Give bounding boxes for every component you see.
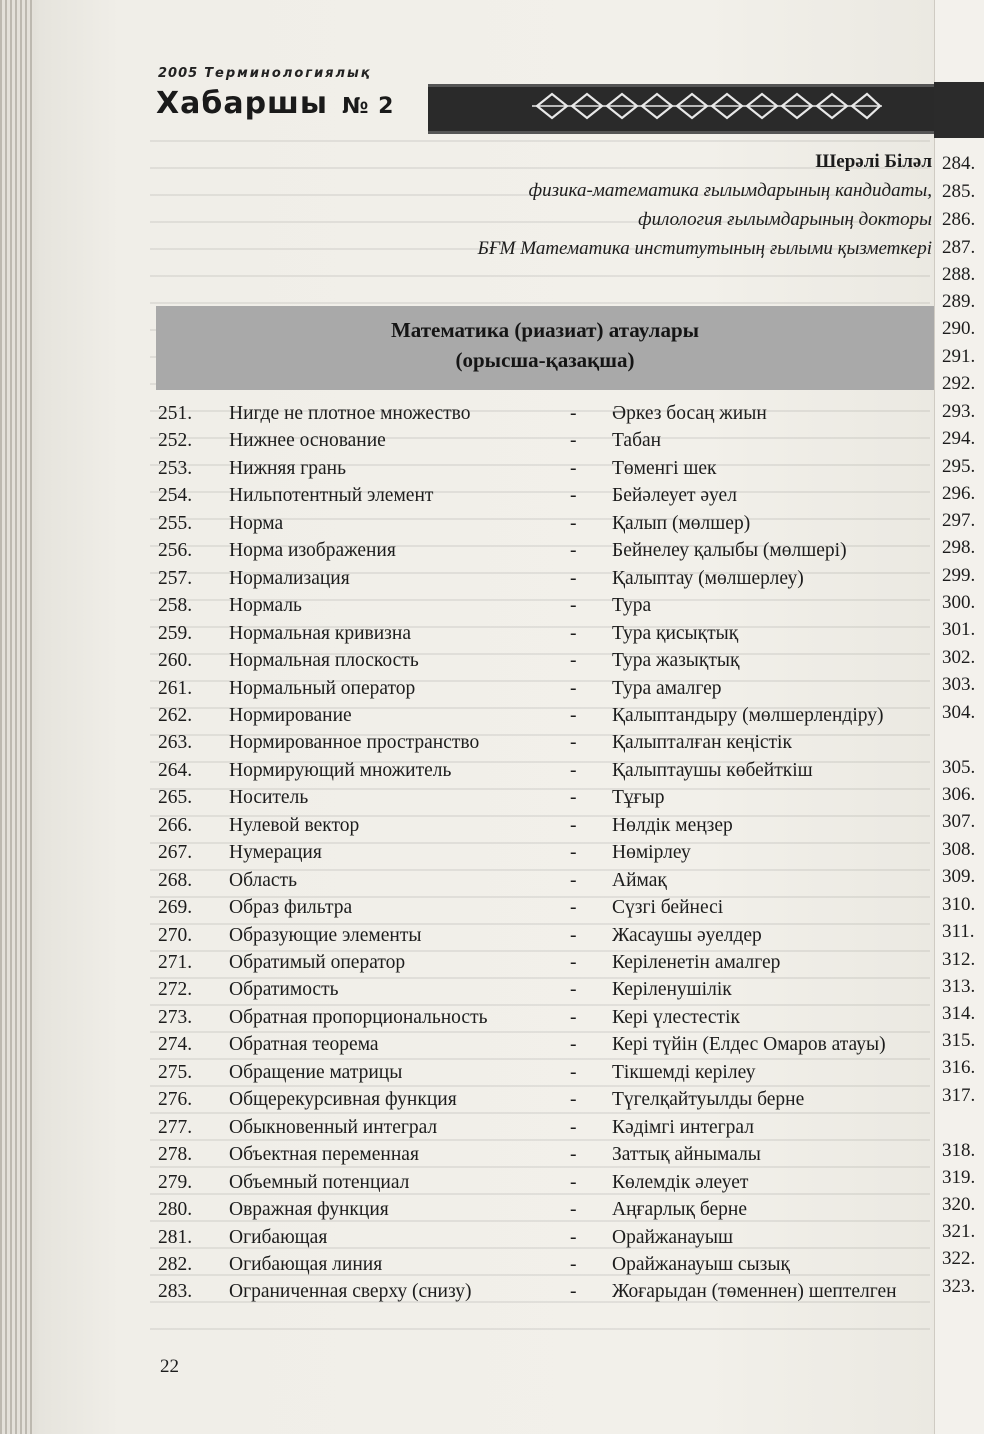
entry-dash: - (570, 814, 577, 836)
entry-number: 253. (158, 457, 193, 479)
entry-dash: - (570, 430, 577, 452)
entry-number: 279. (158, 1171, 193, 1193)
entry-dash: - (570, 732, 577, 754)
entry-number: 266. (158, 814, 193, 836)
next-page-header-band (934, 82, 984, 138)
entry-kazakh-term: Түгелқайтуылды берне (612, 1089, 805, 1111)
entry-kazakh-term: Тура амалгер (612, 677, 722, 699)
entry-kazakh-term: Қалыптау (мөлшерлеу) (612, 567, 804, 589)
entry-number: 263. (158, 732, 193, 754)
next-page-entry-number: 316. (942, 1057, 976, 1078)
entry-russian-term: Нормальный оператор (229, 677, 416, 699)
entry-kazakh-term: Тікшемді керілеу (612, 1061, 756, 1083)
section-subtitle: (орысша-қазақша) (455, 348, 635, 372)
header-year: 2005 (158, 66, 199, 81)
entry-dash: - (570, 512, 577, 534)
entry-number: 278. (158, 1144, 193, 1166)
entry-kazakh-term: Нөлдік меңзер (612, 814, 733, 836)
next-page-entry-number: 308. (942, 839, 976, 860)
entry-number: 261. (158, 677, 193, 699)
next-page-entry-number: 294. (942, 428, 976, 449)
author-degree-1: физика-математика ғылымдарының кандидаты, (528, 180, 932, 201)
glossary-entry (0, 1117, 984, 1144)
page-number: 22 (160, 1356, 179, 1377)
entry-russian-term: Нормирование (229, 704, 352, 726)
entry-number: 277. (158, 1116, 193, 1138)
entry-russian-term: Нумерация (229, 842, 322, 864)
entry-kazakh-term: Қалып (мөлшер) (612, 512, 751, 534)
glossary-entry (0, 623, 984, 650)
entry-russian-term: Общерекурсивная функция (229, 1089, 457, 1111)
entry-number: 273. (158, 1006, 193, 1028)
entry-dash: - (570, 540, 577, 562)
entry-dash: - (570, 622, 577, 644)
next-page-entry-number: 296. (942, 483, 976, 504)
glossary-entry (0, 1281, 984, 1308)
entry-dash: - (570, 1171, 577, 1193)
entry-dash: - (570, 485, 577, 507)
author-affiliation: БҒМ Математика институтының ғылыми қызметкері (477, 238, 932, 259)
entry-dash: - (570, 1253, 577, 1275)
entry-dash: - (570, 1061, 577, 1083)
glossary-entry (0, 842, 984, 869)
entry-russian-term: Огибающая (229, 1226, 328, 1248)
entry-number: 280. (158, 1199, 193, 1221)
entry-kazakh-term: Тұғыр (612, 787, 665, 809)
entry-dash: - (570, 1226, 577, 1248)
entry-number: 267. (158, 842, 193, 864)
glossary-entry (0, 870, 984, 897)
ornament-pattern-icon (532, 86, 882, 126)
entry-kazakh-term: Жоғарыдан (төменнен) шептелген (612, 1281, 897, 1303)
entry-kazakh-term: Бейәлеует әуел (612, 485, 737, 507)
entry-dash: - (570, 704, 577, 726)
entry-russian-term: Нулевой вектор (229, 814, 360, 836)
next-page-entry-number: 300. (942, 592, 976, 613)
entry-dash: - (570, 952, 577, 973)
glossary-entry (0, 1172, 984, 1199)
glossary-entry (0, 1227, 984, 1254)
entry-kazakh-term: Орайжанауыш (612, 1226, 734, 1248)
entry-russian-term: Нижняя грань (229, 457, 346, 479)
entry-kazakh-term: Керіленушілік (612, 979, 732, 1001)
glossary-entry (0, 1199, 984, 1226)
entry-number: 281. (158, 1226, 193, 1248)
entry-dash: - (570, 1089, 577, 1111)
next-page-entry-number: 307. (942, 811, 976, 832)
glossary-entry (0, 925, 984, 952)
next-page-entry-number: 297. (942, 510, 976, 531)
next-page-entry-number: 315. (942, 1030, 976, 1051)
entry-dash: - (570, 869, 577, 891)
entry-russian-term: Обыкновенный интеграл (229, 1116, 438, 1138)
entry-kazakh-term: Қалыптандыру (мөлшерлендіру) (612, 704, 884, 726)
entry-number: 283. (158, 1281, 193, 1303)
next-page-entry-number: 306. (942, 784, 976, 805)
glossary-entry (0, 1089, 984, 1116)
entry-kazakh-term: Аймақ (612, 869, 667, 891)
next-page-entry-number: 318. (942, 1140, 976, 1161)
entry-dash: - (570, 1144, 577, 1166)
entry-russian-term: Обратимый оператор (229, 952, 406, 973)
entry-dash: - (570, 1281, 577, 1303)
glossary-entry (0, 485, 984, 512)
entry-number: 282. (158, 1253, 193, 1275)
glossary-entry (0, 568, 984, 595)
entry-number: 264. (158, 759, 193, 781)
entry-russian-term: Нормированное пространство (229, 732, 480, 754)
entry-russian-term: Нормализация (229, 567, 350, 589)
next-page-entry-number: 290. (942, 318, 976, 339)
glossary-entry (0, 650, 984, 677)
header-issue: № 2 (342, 94, 395, 119)
entry-kazakh-term: Көлемдік әлеует (612, 1171, 749, 1193)
entry-dash: - (570, 403, 577, 424)
next-page-entry-number: 305. (942, 757, 976, 778)
entry-russian-term: Образ фильтра (229, 897, 353, 919)
entry-number: 265. (158, 787, 193, 809)
next-page-entry-number: 302. (942, 647, 976, 668)
entry-kazakh-term: Заттық айнымалы (612, 1144, 761, 1166)
entry-kazakh-term: Тура (612, 595, 652, 617)
entry-dash: - (570, 1006, 577, 1028)
entry-kazakh-term: Керіленетін амалгер (612, 952, 781, 973)
entry-number: 254. (158, 485, 193, 507)
entry-russian-term: Обратимость (229, 979, 339, 1001)
entry-russian-term: Нигде не плотное множество (229, 403, 471, 424)
next-page-entry-number: 322. (942, 1248, 976, 1269)
entry-dash: - (570, 759, 577, 781)
glossary-entry (0, 705, 984, 732)
entry-dash: - (570, 1034, 577, 1056)
entry-russian-term: Область (229, 869, 297, 891)
next-page-entry-number: 319. (942, 1167, 976, 1188)
entry-kazakh-term: Орайжанауыш сызық (612, 1253, 790, 1275)
entry-dash: - (570, 677, 577, 699)
entry-number: 272. (158, 979, 193, 1001)
section-title: Математика (риазиат) атаулары (390, 318, 700, 342)
header-journal-title: Хабаршы (156, 86, 329, 121)
next-page-entry-number: 317. (942, 1085, 976, 1106)
entry-kazakh-term: Бейнелеу қалыбы (мөлшері) (612, 540, 847, 562)
entry-russian-term: Носитель (229, 787, 309, 809)
next-page-entry-number: 310. (942, 894, 976, 915)
entry-russian-term: Обратная теорема (229, 1034, 379, 1056)
glossary-entry (0, 595, 984, 622)
entry-russian-term: Нормальная кривизна (229, 622, 411, 644)
entry-kazakh-term: Жасаушы әуелдер (612, 924, 762, 946)
entry-russian-term: Нормальная плоскость (229, 650, 419, 672)
entry-dash: - (570, 457, 577, 479)
entry-number: 258. (158, 595, 193, 617)
next-page-entry-number: 301. (942, 619, 976, 640)
next-page-entry-number: 323. (942, 1276, 976, 1297)
entry-kazakh-term: Сүзгі бейнесі (612, 897, 724, 919)
entry-dash: - (570, 897, 577, 919)
entry-number: 251. (158, 403, 193, 424)
next-page-entry-number: 311. (942, 921, 975, 942)
next-page-entry-number: 312. (942, 949, 976, 970)
entry-dash: - (570, 650, 577, 672)
header-title (156, 86, 394, 121)
next-page-entry-number: 303. (942, 674, 976, 695)
entry-kazakh-term: Кері үлестестік (612, 1006, 740, 1028)
entry-number: 274. (158, 1034, 193, 1056)
next-page-entry-number: 285. (942, 181, 976, 202)
glossary-entry (0, 678, 984, 705)
entry-dash: - (570, 979, 577, 1001)
next-page-entry-number: 292. (942, 373, 976, 394)
entry-russian-term: Объемный потенциал (229, 1171, 410, 1193)
next-page-entry-number: 313. (942, 976, 976, 997)
glossary-entry (0, 430, 984, 457)
entry-kazakh-term: Кәдімгі интеграл (612, 1116, 754, 1138)
next-page-entry-number: 299. (942, 565, 976, 586)
entry-dash: - (570, 595, 577, 617)
entry-russian-term: Ограниченная сверху (снизу) (229, 1281, 472, 1303)
glossary-entry (0, 1062, 984, 1089)
next-page-entry-number: 287. (942, 237, 976, 258)
glossary-entry (0, 815, 984, 842)
entry-kazakh-term: Қалыптаушы көбейткіш (612, 759, 813, 781)
entry-number: 275. (158, 1061, 193, 1083)
glossary-entry (0, 952, 984, 979)
next-page-entry-number: 289. (942, 291, 976, 312)
next-page-entry-number: 298. (942, 537, 976, 558)
entry-kazakh-term: Аңғарлық берне (612, 1199, 748, 1221)
entry-number: 269. (158, 897, 193, 919)
glossary-entry (0, 1007, 984, 1034)
entry-russian-term: Образующие элементы (229, 924, 422, 946)
entry-kazakh-term: Нөмірлеу (612, 842, 691, 864)
author-name: Шерәлі Біләл (815, 151, 932, 172)
glossary-entry (0, 897, 984, 924)
entry-number: 260. (158, 650, 193, 672)
entry-dash: - (570, 924, 577, 946)
next-page-entry-number: 314. (942, 1003, 976, 1024)
glossary-entry (0, 979, 984, 1006)
glossary-entry (0, 732, 984, 759)
next-page-entry-number: 320. (942, 1194, 976, 1215)
entry-number: 259. (158, 622, 193, 644)
glossary-entry (0, 1034, 984, 1061)
entry-number: 255. (158, 512, 193, 534)
entry-kazakh-term: Төменгі шек (612, 457, 717, 479)
glossary-entry (0, 403, 984, 430)
entry-russian-term: Огибающая линия (229, 1253, 383, 1275)
entry-number: 270. (158, 924, 193, 946)
entry-russian-term: Обращение матрицы (229, 1061, 403, 1083)
entry-kazakh-term: Тура қисықтық (612, 622, 739, 644)
entry-russian-term: Нормирующий множитель (229, 759, 452, 781)
entry-kazakh-term: Қалыпталған кеңістік (612, 732, 792, 754)
next-page-entry-number: 291. (942, 346, 976, 367)
next-page-entry-number: 284. (942, 153, 976, 174)
entry-russian-term: Нильпотентный элемент (229, 485, 434, 507)
entry-dash: - (570, 567, 577, 589)
entry-number: 256. (158, 540, 193, 562)
entry-number: 271. (158, 952, 193, 973)
entry-kazakh-term: Әркез босаң жиын (612, 403, 767, 424)
entry-russian-term: Овражная функция (229, 1199, 389, 1221)
next-page-entry-number: 293. (942, 401, 976, 422)
entry-number: 276. (158, 1089, 193, 1111)
entry-russian-term: Обратная пропорциональность (229, 1006, 488, 1028)
entry-number: 257. (158, 567, 193, 589)
author-degree-2: филология ғылымдарының докторы (638, 209, 932, 230)
glossary-entry (0, 760, 984, 787)
entry-dash: - (570, 842, 577, 864)
next-page-entry-number: 321. (942, 1221, 976, 1242)
glossary-entry (0, 1254, 984, 1281)
entry-number: 268. (158, 869, 193, 891)
header-journal-top: Терминологиялық (204, 66, 372, 81)
next-page-entry-number: 309. (942, 866, 976, 887)
entry-russian-term: Норма изображения (229, 540, 396, 562)
next-page-entry-number: 304. (942, 702, 976, 723)
glossary-entry (0, 513, 984, 540)
entry-number: 262. (158, 704, 193, 726)
entry-kazakh-term: Тура жазықтық (612, 650, 740, 672)
next-page-entry-number: 286. (942, 209, 976, 230)
header-year-line (158, 66, 372, 81)
next-page-entry-number: 295. (942, 456, 976, 477)
entry-dash: - (570, 1199, 577, 1221)
next-page-entry-number: 288. (942, 264, 976, 285)
entry-russian-term: Нормаль (229, 595, 302, 617)
entry-kazakh-term: Табан (612, 430, 662, 452)
entry-dash: - (570, 787, 577, 809)
entry-kazakh-term: Кері түйін (Елдес Омаров атауы) (612, 1034, 886, 1056)
glossary-entry (0, 540, 984, 567)
entry-russian-term: Нижнее основание (229, 430, 386, 452)
entry-dash: - (570, 1116, 577, 1138)
glossary-entry (0, 1144, 984, 1171)
glossary-entry (0, 458, 984, 485)
entry-russian-term: Норма (229, 512, 284, 534)
entry-russian-term: Объектная переменная (229, 1144, 419, 1166)
glossary-entry (0, 787, 984, 814)
entry-number: 252. (158, 430, 193, 452)
